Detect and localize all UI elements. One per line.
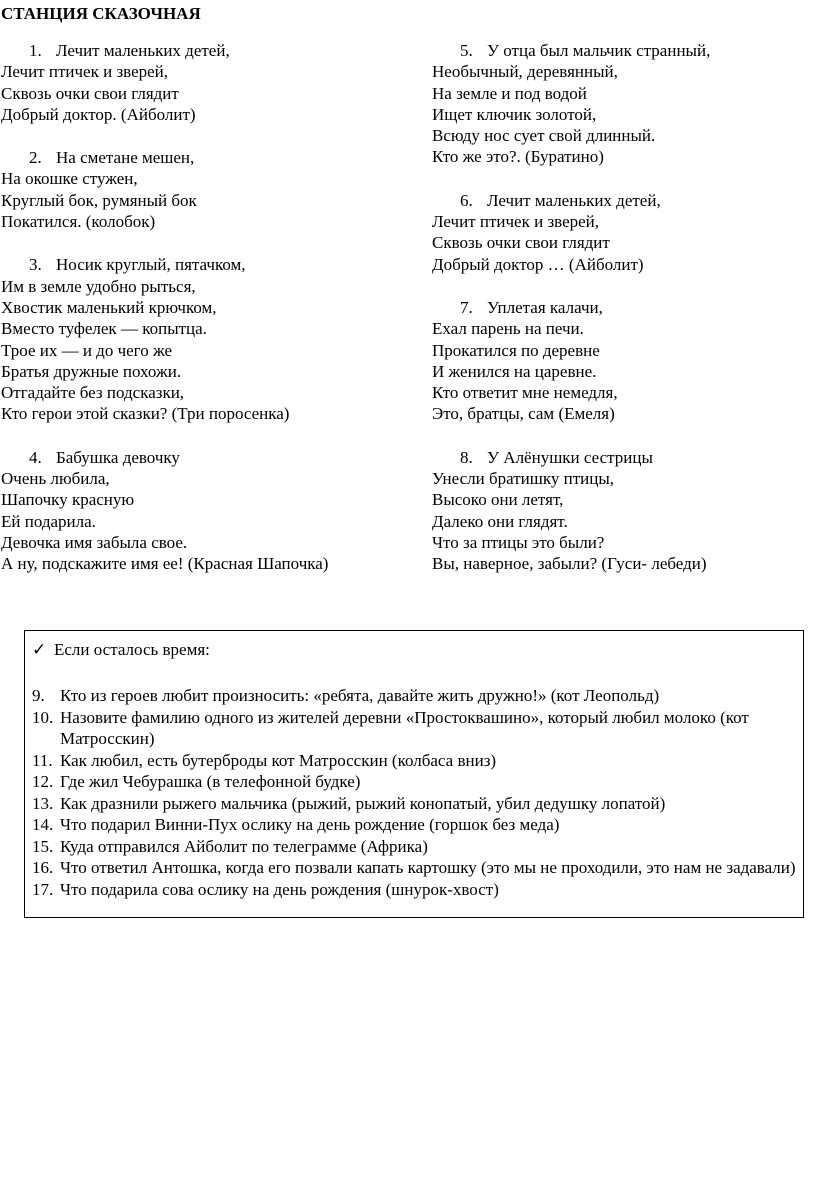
- riddle: [1, 254, 381, 424]
- list-item: [32, 685, 797, 707]
- list-item: [32, 857, 797, 879]
- question-number: 9.: [32, 686, 45, 705]
- riddle-line: Кто ответит мне немедля,: [432, 383, 618, 403]
- riddle-line: Ей подарила.: [1, 511, 96, 531]
- question-number: 15.: [32, 836, 54, 856]
- riddle-line: Что за птицы это были?: [432, 532, 605, 552]
- extra-questions-box: [24, 630, 804, 918]
- riddle-line: Девочка имя забыла свое.: [1, 532, 188, 552]
- question-number: 10.: [32, 707, 54, 727]
- riddle-line: Хвостик маленький крючком,: [1, 297, 217, 317]
- riddle-line: Добрый доктор … (Айболит): [432, 254, 644, 274]
- riddle-number: 8.: [460, 447, 473, 467]
- list-item: [32, 836, 797, 858]
- riddle-line: Ехал парень на печи.: [432, 319, 584, 339]
- list-item: [32, 814, 797, 836]
- list-item: [32, 750, 797, 772]
- question-text: Что подарила сова ослику на день рождения (шнурок-хвост): [60, 879, 499, 899]
- riddle: [432, 40, 812, 168]
- list-item: [32, 707, 797, 750]
- question-text: Кто из героев любит произносить: «ребята, давайте жить дружно!» (кот Леопольд): [60, 686, 660, 705]
- riddle-line: Шапочку красную: [1, 490, 135, 510]
- riddle-line: Далеко они глядят.: [432, 511, 568, 531]
- riddle-number: 6.: [460, 190, 473, 210]
- question-text: Где жил Чебурашка (в телефонной будке): [60, 772, 361, 791]
- question-number: 16.: [32, 858, 54, 877]
- question-number: 14.: [32, 815, 54, 834]
- riddle-line: Вместо туфелек — копытца.: [1, 319, 207, 339]
- riddle-line: На окошке стужен,: [1, 169, 138, 189]
- riddle-line: Ищет ключик золотой,: [432, 104, 597, 124]
- riddle: [432, 297, 812, 425]
- riddle-line: Необычный, деревянный,: [432, 62, 618, 82]
- question-number: 13.: [32, 793, 54, 813]
- riddle-number: 1.: [29, 41, 42, 60]
- riddle-number: 3.: [29, 255, 42, 275]
- riddle-line: Прокатился по деревне: [432, 340, 600, 360]
- riddle-line: Унесли братишку птицы,: [432, 469, 615, 489]
- riddle-line: Лечит птичек и зверей,: [1, 62, 169, 82]
- question-text: Как любил, есть бутерброды кот Матросскин (колбаса вниз): [60, 750, 497, 770]
- riddle-line: Очень любила,: [1, 469, 110, 489]
- riddles-left-column: [1, 40, 381, 597]
- list-item: [32, 879, 797, 901]
- riddle-line: И женился на царевне.: [432, 361, 597, 381]
- riddle-line: Отгадайте без подсказки,: [1, 383, 185, 403]
- riddle-line: 2. На сметане мешен,: [29, 148, 195, 168]
- question-text: Что ответил Антошка, когда его позвали капать картошку (это мы не проходили, это нам не задавали): [60, 858, 796, 877]
- extra-heading: [32, 639, 210, 660]
- riddle: [432, 190, 812, 275]
- riddle-line: 7. Уплетая калачи,: [460, 297, 603, 317]
- list-item: [32, 771, 797, 793]
- riddle-line: Круглый бок, румяный бок: [1, 190, 197, 210]
- riddle-line: Лечит птичек и зверей,: [432, 212, 600, 232]
- riddle-line: Высоко они летят,: [432, 490, 564, 510]
- riddle: [1, 147, 381, 232]
- riddle-line: Им в земле удобно рыться,: [1, 276, 196, 296]
- question-text: Назовите фамилию одного из жителей деревни «Простоквашино», который любил молоко (кот Матросскин): [60, 707, 749, 748]
- extra-heading-text: Если осталось время:: [54, 640, 210, 659]
- riddle-number: 5.: [460, 41, 473, 60]
- riddle-line: 5. У отца был мальчик странный,: [460, 41, 711, 60]
- question-number: 17.: [32, 879, 54, 899]
- question-number: 11.: [32, 750, 53, 770]
- riddle-line: 4. Бабушка девочку: [29, 447, 180, 467]
- page-title: СТАНЦИЯ СКАЗОЧНАЯ: [1, 4, 201, 23]
- riddle-line: Братья дружные похожи.: [1, 361, 182, 381]
- riddle-line: А ну, подскажите имя ее! (Красная Шапочка): [1, 554, 329, 574]
- riddle: [1, 40, 381, 125]
- riddle: [1, 447, 381, 575]
- riddle-line: На земле и под водой: [432, 83, 587, 103]
- riddle-line: Сквозь очки свои глядит: [432, 233, 610, 253]
- riddle-line: Сквозь очки свои глядит: [1, 83, 179, 103]
- riddle-line: 8. У Алёнушки сестрицы: [460, 447, 653, 467]
- riddle-line: 3. Носик круглый, пятачком,: [29, 255, 246, 275]
- list-item: [32, 793, 797, 815]
- question-text: Что подарил Винни-Пух ослику на день рождение (горшок без меда): [60, 815, 560, 834]
- check-icon: ✓: [32, 640, 47, 659]
- riddle-number: 7.: [460, 297, 473, 317]
- riddle-line: Кто герои этой сказки? (Три поросенка): [1, 404, 290, 424]
- riddle-line: 6. Лечит маленьких детей,: [460, 190, 661, 210]
- riddle-line: 1. Лечит маленьких детей,: [29, 41, 230, 60]
- question-text: Куда отправился Айболит по телеграмме (Африка): [60, 836, 428, 856]
- question-text: Как дразнили рыжего мальчика (рыжий, рыжий конопатый, убил дедушку лопатой): [60, 793, 666, 813]
- riddle-line: Трое их — и до чего же: [1, 340, 173, 360]
- extra-question-list: [32, 685, 797, 900]
- riddle-number: 4.: [29, 447, 42, 467]
- question-number: 12.: [32, 772, 54, 791]
- riddle-line: Всюду нос сует свой длинный.: [432, 126, 656, 146]
- riddle-line: Кто же это?. (Буратино): [432, 147, 604, 167]
- riddle-line: Это, братцы, сам (Емеля): [432, 404, 615, 424]
- riddles-right-column: [432, 40, 812, 597]
- riddle-line: Добрый доктор. (Айболит): [1, 104, 196, 124]
- riddle: [432, 447, 812, 575]
- riddle-line: Покатился. (колобок): [1, 212, 156, 232]
- riddle-line: Вы, наверное, забыли? (Гуси- лебеди): [432, 554, 707, 574]
- riddle-number: 2.: [29, 148, 42, 168]
